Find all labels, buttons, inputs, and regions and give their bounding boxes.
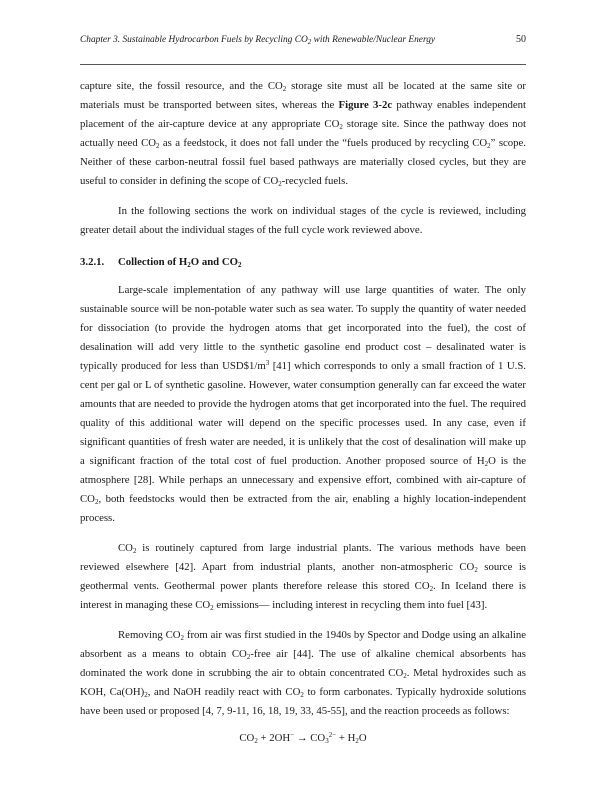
paragraph-sections-intro: In the following sections the work on individual stages of the cycle is reviewed, including greater detail about the individual stages of the full cycle work reviewed above. <box>80 205 526 236</box>
section-heading: 3.2.1. Collection of $H_2O$ and $CO_2$ <box>80 256 242 269</box>
paragraph-air-capture: Removing $CO_2$ from air was first studied in the 1940s by Spector and Dodge using an alkaline absorbent as a means to obtain $CO_2$-free air [44]. The use of alkaline chemical absorbents has dominated the work done in scrubbing the air to obtain concentrated $CO_2$. Metal hydroxides such as KOH, $Ca(OH)_2$, and NaOH readily react with $CO_2$ to form carbonates. Typically hydroxide solutions have been used or proposed [4, 7, 9-11, 16, 18, 19, 33, 45-55], and the reaction proceeds as follows: <box>80 629 526 717</box>
header-rule <box>80 64 526 65</box>
figure-reference: Figure 3-2c <box>338 99 393 111</box>
running-header <box>80 34 526 46</box>
paragraph-water: Large-scale implementation of any pathway will use large quantities of water. The only sustainable source will be non-potable water such as sea water. To supply the quantity of water needed for dissociation (to provide the hydrogen atoms that get incorporated into the fuel), the cost of desalination will add very little to the synthetic gasoline end product cost – desalinated water is typically produced for less than $USD\$1/m^3$ [41] which corresponds to only a small fraction of 1 U.S. cent per gal or L of synthetic gasoline. However, water consumption generally can far exceed the water amounts that are needed to provide the hydrogen atoms that get incorporated into the fuel. The required quality of this additional water will depend on the specific processes used. In any case, even if significant quantities of fresh water are needed, it is unlikely that the cost of desalination will make up a significant fraction of the total cost of fuel production. Another proposed source of $H_2O$ is the atmosphere [28]. While perhaps an unnecessary and expensive effort, combined with air-capture of $CO_2$, both feedstocks would then be extracted from the air, enabling a highly location-independent process. <box>80 284 526 524</box>
page-number: 50 <box>516 34 526 45</box>
paragraph-continuation: capture site, the fossil resource, and the $CO_2$ storage site must all be located at the same site or materials must be transported between sites, whereas the Figure 3-2c pathway enables independent placement of the air-capture device at any appropriate $CO_2$ storage site. Since the pathway does not actually need $CO_2$ as a feedstock, it does not fall under the “fuels produced by recycling $CO_2$” scope. Neither of these carbon-neutral fossil fuel based pathways are materially closed cycles, but they are useful to consider in defining the scope of $CO_2$-recycled fuels. <box>80 80 526 188</box>
reaction-equation: $CO_2 + 2OH^- \to CO_3^{2-} + H_2O$ <box>239 731 367 745</box>
paragraph-co2-capture: $CO_2$ is routinely captured from large industrial plants. The various methods have been reviewed elsewhere [42]. Apart from industrial plants, another non-atmospheric $CO_2$ source is geothermal vents. Geothermal power plants therefore release this stored $CO_2$. In Iceland there is interest in managing these $CO_2$ emissions— including interest in recycling them into fuel [43]. <box>80 542 526 612</box>
chapter-title: Chapter 3. Sustainable Hydrocarbon Fuels by Recycling $CO_2$ with Renewable/Nuclear Energy <box>80 35 436 46</box>
page-body <box>80 77 526 748</box>
